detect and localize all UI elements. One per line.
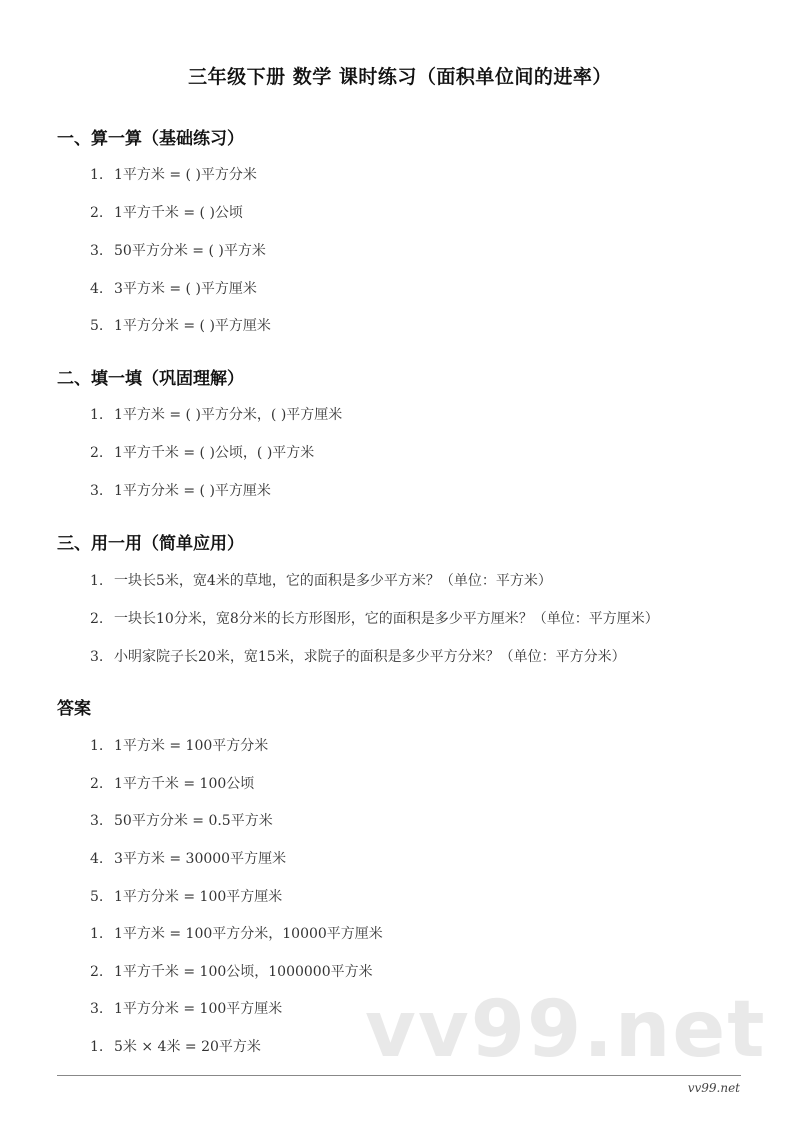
item-text: 3平方米 = 30000平方厘米 — [114, 851, 287, 867]
item-number: 2. — [90, 776, 104, 792]
item-number: 3. — [90, 243, 104, 259]
item-number: 2. — [90, 445, 104, 461]
page-title: 三年级下册 数学 课时练习（面积单位间的进率） — [188, 66, 612, 88]
item-number: 3. — [90, 483, 104, 499]
item-text: 1平方分米 = 100平方厘米 — [114, 1001, 283, 1017]
item-number: 1. — [90, 738, 104, 754]
item-text: 5米 × 4米 = 20平方米 — [114, 1039, 261, 1055]
list-item — [90, 1036, 261, 1056]
item-text: 一块长10分米，宽8分米的长方形图形，它的面积是多少平方厘米？（单位：平方厘米） — [114, 611, 659, 627]
list-item — [90, 810, 273, 830]
section-heading-consolidate: 二、填一填（巩固理解） — [57, 369, 244, 389]
list-item — [90, 442, 314, 462]
item-number: 2. — [90, 205, 104, 221]
item-number: 1. — [90, 1039, 104, 1055]
item-text: 1平方千米 = 100公顷，1000000平方米 — [114, 964, 373, 980]
list-item — [90, 570, 552, 590]
item-text: 1平方千米 = ( )公顷，( )平方米 — [114, 445, 315, 461]
item-number: 4. — [90, 281, 104, 297]
item-text: 1平方米 = 100平方分米 — [114, 738, 269, 754]
item-text: 1平方米 = 100平方分米，10000平方厘米 — [114, 926, 383, 942]
item-text: 1平方千米 = 100公顷 — [114, 776, 255, 792]
list-item — [90, 202, 243, 222]
list-item — [90, 404, 342, 424]
list-item — [90, 608, 659, 628]
item-number: 1. — [90, 407, 104, 423]
item-number: 3. — [90, 813, 104, 829]
footer-site-label: vv99.net — [687, 1081, 740, 1095]
footer-divider — [57, 1075, 741, 1076]
item-number: 1. — [90, 926, 104, 942]
item-number: 4. — [90, 851, 104, 867]
list-item — [90, 240, 266, 260]
list-item — [90, 998, 282, 1018]
item-text: 3平方米 = ( )平方厘米 — [114, 281, 257, 297]
item-text: 50平方分米 = ( )平方米 — [114, 243, 266, 259]
item-text: 1平方米 = ( )平方分米 — [114, 167, 257, 183]
item-text: 1平方千米 = ( )公顷 — [114, 205, 243, 221]
item-number: 1. — [90, 167, 104, 183]
list-item — [90, 164, 257, 184]
section-heading-application: 三、用一用（简单应用） — [57, 534, 244, 554]
item-text: 1平方分米 = ( )平方厘米 — [114, 483, 271, 499]
item-number: 5. — [90, 318, 104, 334]
list-item — [90, 961, 373, 981]
list-item — [90, 735, 268, 755]
item-text: 一块长5米，宽4米的草地，它的面积是多少平方米？（单位：平方米） — [114, 573, 552, 589]
list-item — [90, 646, 626, 666]
item-number: 2. — [90, 964, 104, 980]
item-text: 50平方分米 = 0.5平方米 — [114, 813, 273, 829]
list-item — [90, 278, 257, 298]
list-item — [90, 886, 282, 906]
item-text: 小明家院子长20米，宽15米，求院子的面积是多少平方分米？（单位：平方分米） — [114, 649, 626, 665]
list-item — [90, 773, 254, 793]
list-item — [90, 315, 271, 335]
item-number: 1. — [90, 573, 104, 589]
list-item — [90, 480, 271, 500]
section-heading-answers: 答案 — [57, 699, 91, 719]
item-text: 1平方分米 = ( )平方厘米 — [114, 318, 271, 334]
section-heading-basic: 一、算一算（基础练习） — [57, 129, 244, 149]
item-number: 5. — [90, 889, 104, 905]
item-text: 1平方米 = ( )平方分米，( )平方厘米 — [114, 407, 343, 423]
watermark: vv99.net — [365, 985, 767, 1075]
list-item — [90, 923, 383, 943]
list-item — [90, 848, 286, 868]
item-number: 2. — [90, 611, 104, 627]
item-number: 3. — [90, 649, 104, 665]
item-text: 1平方分米 = 100平方厘米 — [114, 889, 283, 905]
item-number: 3. — [90, 1001, 104, 1017]
